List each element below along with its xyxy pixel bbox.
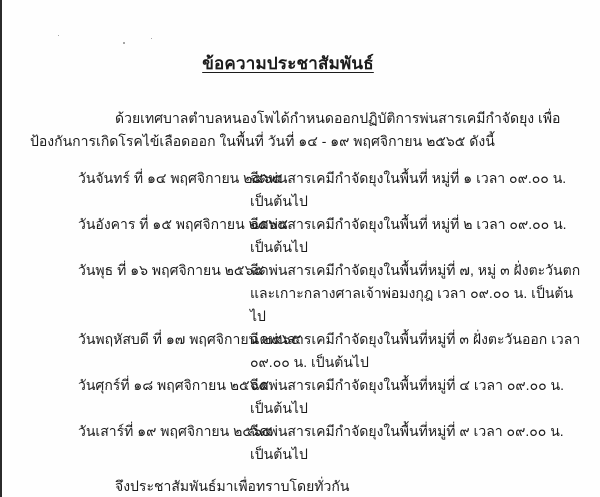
schedule-row [78, 420, 582, 466]
schedule-detail: ฉีดพ่นสารเคมีกำจัดยุงในพื้นที่หมู่ที่ ๔ เวลา ๐๙.๐๐ น. เป็นต้นไป [250, 377, 565, 416]
closing-line: จึงประชาสัมพันธ์มาเพื่อทราบโดยทั่วกัน [115, 478, 350, 494]
schedule-detail: ฉีดพ่นสารเคมีกำจัดยุงในพื้นที่หมู่ที่ ๓ ฝั่งตะวันออก เวลา ๐๙.๐๐ น. เป็นต้นไป [250, 331, 581, 370]
schedule-date: วันเสาร์ที่ ๑๙ พฤศจิกายน ๒๕๖๕ [78, 423, 273, 439]
scanner-edge-line [0, 0, 2, 497]
schedule-date: วันศุกร์ที่ ๑๘ พฤศจิกายน ๒๕๖๕ [78, 377, 270, 393]
schedule-date: วันพุธ ที่ ๑๖ พฤศจิกายน ๒๕๖๕ [78, 262, 264, 278]
schedule-detail: ฉีดพ่นสารเคมีกำจัดยุงในพื้นที่หมู่ที่ ๗, หมู่ ๓ ฝั่งตะวันตก และเกาะกลางศาลเจ้าพ่อมงกุฎ เวลา ๐๙.๐๐ น. เป็นต้นไป [250, 262, 581, 324]
intro-paragraph: ด้วยเทศบาลตำบลหนองโพได้กำหนดออกปฏิบัติการพ่นสารเคมีกำจัดยุง เพื่อป้องกันการเกิดโรคไข้เลือดออก ในพื้นที่ วันที่ ๑๔ - ๑๙ พฤศจิกายน ๒๕๖๕ ดังนี้ [30, 110, 561, 149]
page-title: ข้อความประชาสัมพันธ์ [202, 54, 374, 73]
schedule-detail: ฉีดพ่นสารเคมีกำจัดยุงในพื้นที่ หมู่ที่ ๑ เวลา ๐๙.๐๐ น. เป็นต้นไป [250, 170, 567, 209]
schedule-row [78, 259, 582, 328]
title-container [30, 52, 546, 76]
schedule-date: วันพฤหัสบดี ที่ ๑๗ พฤศจิกายน ๒๕๖๕ [78, 331, 302, 347]
schedule-row [78, 167, 582, 213]
schedule-row [78, 328, 582, 374]
schedule-row [78, 213, 582, 259]
schedule-detail: ฉีดพ่นสารเคมีกำจัดยุงในพื้นที่ หมู่ที่ ๒ เวลา ๐๙.๐๐ น. เป็นต้นไป [250, 216, 567, 255]
schedule-date: วันอังคาร ที่ ๑๕ พฤศจิกายน ๒๕๖๕ [78, 216, 288, 232]
schedule-detail: ฉีดพ่นสารเคมีกำจัดยุงในพื้นที่หมู่ที่ ๙ เวลา ๐๙.๐๐ น. เป็นต้นไป [250, 423, 564, 462]
schedule-row [78, 374, 582, 420]
schedule-date: วันจันทร์ ที่ ๑๔ พฤศจิกายน ๒๕๖๕ [78, 170, 283, 186]
spray-schedule-list [78, 167, 582, 466]
document-content [30, 0, 582, 497]
